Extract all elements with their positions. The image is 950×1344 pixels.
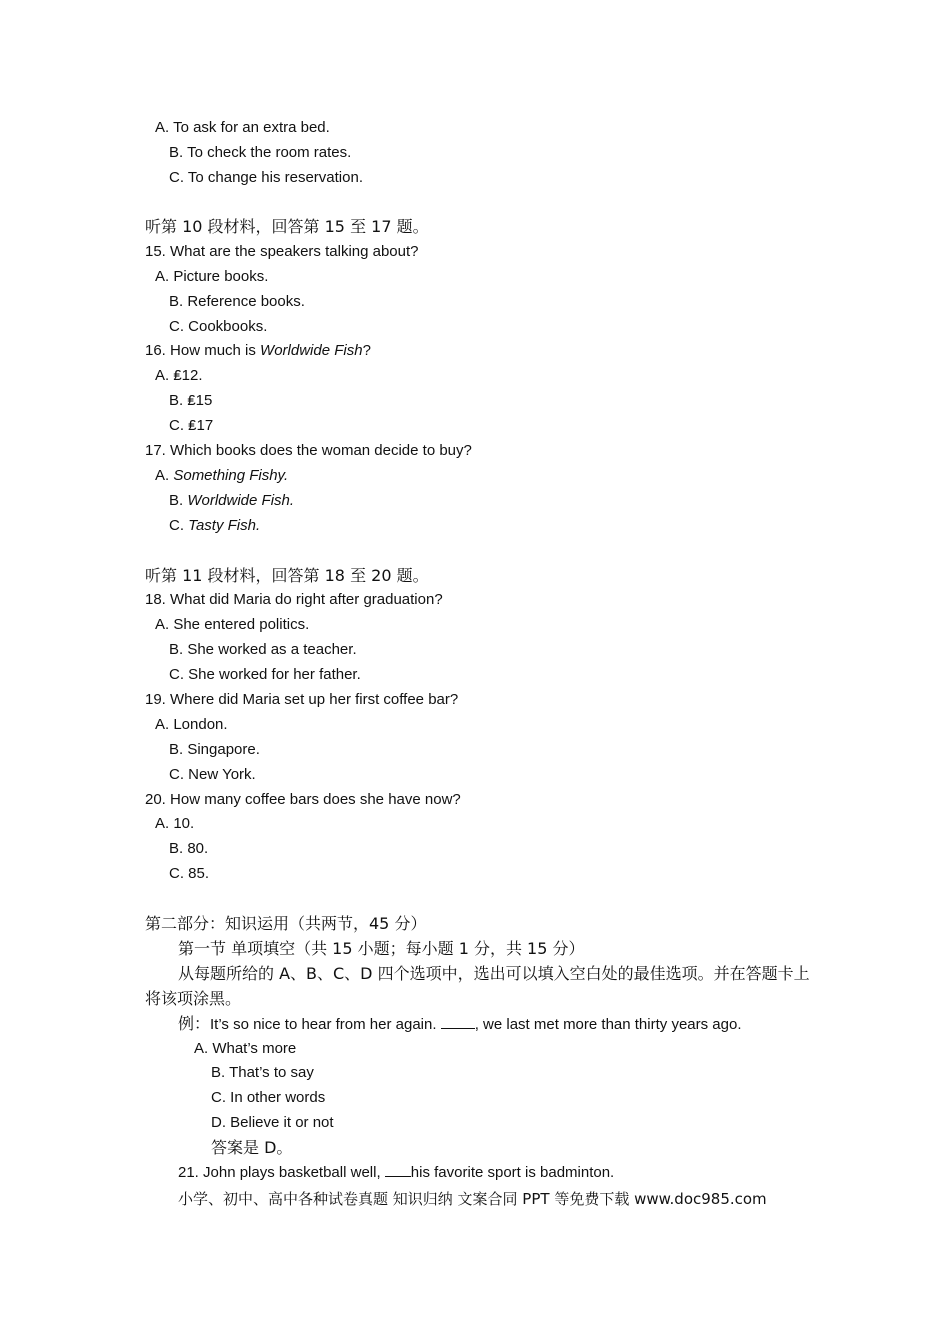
example-option-d: D. Believe it or not (211, 1114, 334, 1131)
q18-question: 18. What did Maria do right after graduation? (145, 591, 443, 608)
q21-end: his favorite sport is badminton. (410, 1164, 615, 1181)
q21-question (178, 1163, 614, 1183)
q17-question: 17. Which books does the woman decide to buy? (145, 442, 472, 459)
q20-question: 20. How many coffee bars does she have now? (145, 791, 461, 808)
part2-heading: 第二部分：知识运用（共两节，45 分） (145, 914, 427, 933)
example-sentence-end: , we last met more than thirty years ago. (474, 1016, 742, 1033)
q16-book-title: Worldwide Fish (260, 342, 363, 359)
q16-prefix: 16. How much is (145, 342, 261, 359)
section11-heading: 听第 11 段材料，回答第 18 至 20 题。 (145, 566, 429, 585)
q14-option-a: A. To ask for an extra bed. (155, 119, 330, 136)
example-option-c: C. In other words (211, 1089, 326, 1106)
q17-option-b-label: B. (169, 492, 188, 509)
q17-option-c-title: Tasty Fish. (188, 517, 261, 534)
q14-option-c: C. To change his reservation. (169, 169, 363, 186)
q16-question (145, 341, 371, 361)
example-option-a: A. What’s more (194, 1040, 297, 1057)
q16-suffix: ? (362, 342, 371, 359)
example-sentence (178, 1014, 741, 1034)
example-blank (441, 1016, 475, 1029)
part2-instructions: 从每题所给的 A、B、C、D 四个选项中，选出可以填入空白处的最佳选项。并在答题卡上将该项涂黑。 (145, 964, 810, 1008)
q16-option-b: B. ₤15 (169, 392, 213, 409)
q17-option-a (155, 466, 288, 486)
q18-option-b: B. She worked as a teacher. (169, 641, 357, 658)
q15-option-b: B. Reference books. (169, 293, 305, 310)
q17-option-a-label: A. (155, 467, 174, 484)
q19-option-a: A. London. (155, 716, 228, 733)
q17-option-a-title: Something Fishy. (173, 467, 289, 484)
q19-option-b: B. Singapore. (169, 741, 260, 758)
q14-option-b: B. To check the room rates. (169, 144, 352, 161)
section10-heading: 听第 10 段材料，回答第 15 至 17 题。 (145, 217, 429, 236)
q18-option-c: C. She worked for her father. (169, 666, 361, 683)
q20-option-b: B. 80. (169, 840, 209, 857)
example-label: 例： (178, 1014, 211, 1033)
q17-option-b (169, 491, 294, 511)
q18-option-a: A. She entered politics. (155, 616, 310, 633)
q17-option-b-title: Worldwide Fish. (187, 492, 295, 509)
q17-option-c-label: C. (169, 517, 189, 534)
footer-text: 小学、初中、高中各种试卷真题 知识归纳 文案合同 PPT 等免费下载 www.doc985.com (178, 1190, 767, 1208)
q21-start: 21. John plays basketball well, (178, 1164, 385, 1181)
q20-option-a: A. 10. (155, 815, 195, 832)
q20-option-c: C. 85. (169, 865, 210, 882)
part2-section1-heading: 第一节 单项填空（共 15 小题；每小题 1 分，共 15 分） (178, 939, 585, 958)
q19-question: 19. Where did Maria set up her first coffee bar? (145, 691, 459, 708)
q15-option-c: C. Cookbooks. (169, 318, 268, 335)
example-sentence-start: It’s so nice to hear from her again. (210, 1016, 441, 1033)
q16-option-c: C. ₤17 (169, 417, 214, 434)
q17-option-c (169, 516, 260, 536)
q16-option-a: A. ₤12. (155, 367, 203, 384)
q15-question: 15. What are the speakers talking about? (145, 243, 419, 260)
q21-blank (385, 1164, 411, 1177)
q19-option-c: C. New York. (169, 766, 256, 783)
example-option-b: B. That’s to say (211, 1064, 314, 1081)
q15-option-a: A. Picture books. (155, 268, 269, 285)
example-answer: 答案是 D。 (211, 1138, 293, 1157)
